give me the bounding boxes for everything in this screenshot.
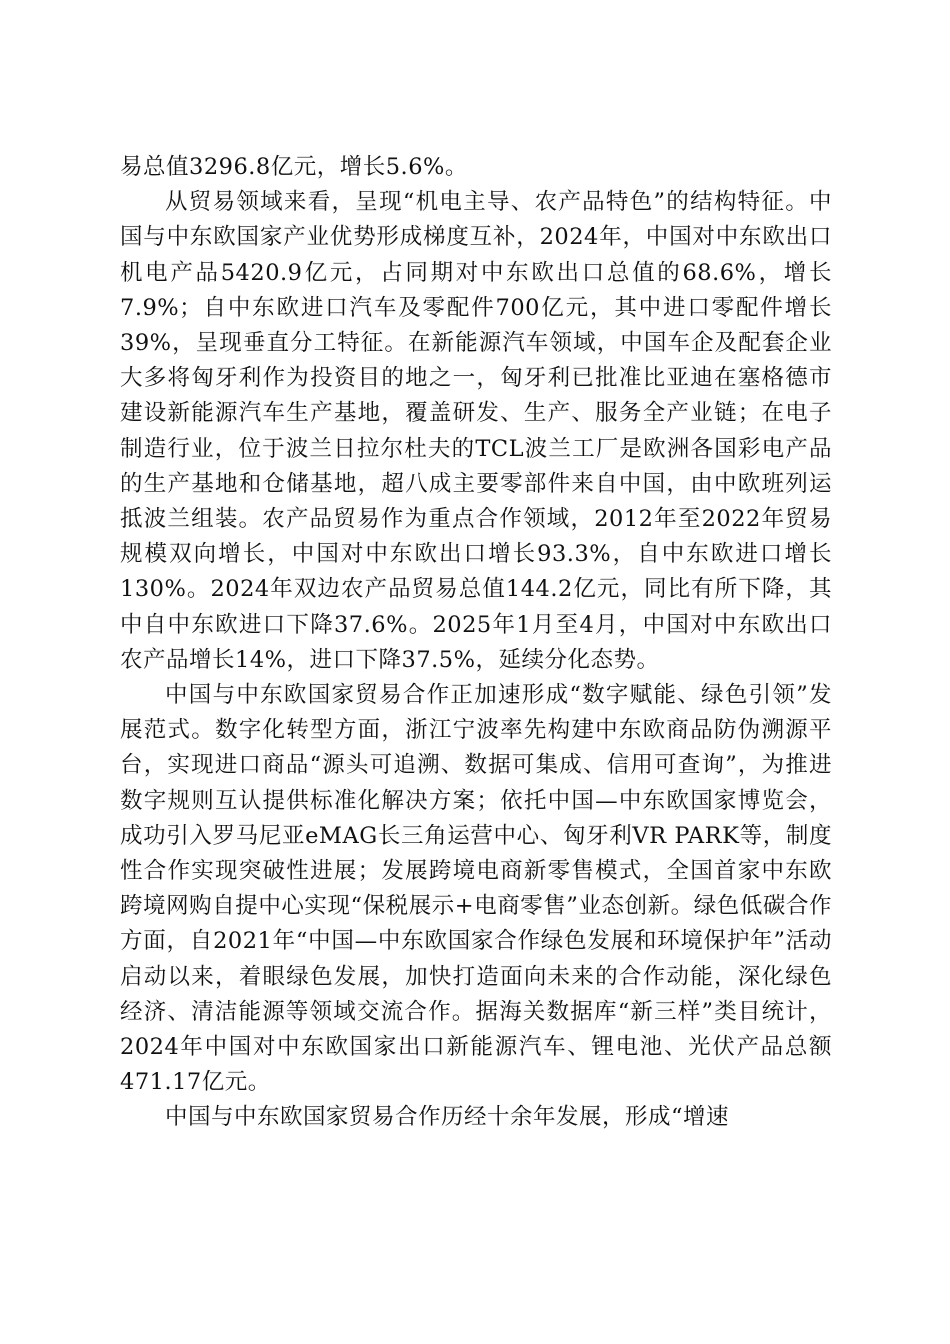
document-page bbox=[120, 150, 832, 1136]
paragraph-development: 中国与中东欧国家贸易合作历经十余年发展，形成“增速 bbox=[165, 1104, 730, 1131]
paragraph-continuation: 易总值3296.8亿元，增长5.6%。 bbox=[120, 154, 468, 180]
paragraph-trade-fields: 从贸易领域来看，呈现“机电主导、农产品特色”的结构特征。中国与中东欧国家产业优势形成梯度互补，2024年，中国对中东欧出口机电产品5420.9亿元，占同期对中东欧出口总值的68.6%，增长7.9%；自中东欧进口汽车及零配件700亿元，其中进口零配件增长39%，呈现垂直分工特征。在新能源汽车领域，中国车企及配套企业大多将匈牙利作为投资目的地之一，匈牙利已批准比亚迪在塞格德市建设新能源汽车生产基地，覆盖研发、生产、服务全产业链；在电子制造行业，位于波兰日拉尔杜夫的TCL波兰工厂是欧洲各国彩电产品的生产基地和仓储基地，超八成主要零部件来自中国，由中欧班列运抵波兰组装。农产品贸易作为重点合作领域，2012年至2022年贸易规模双向增长，中国对中东欧出口增长93.3%，自中东欧进口增长130%。2024年双边农产品贸易总值144.2亿元，同比有所下降，其中自中东欧进口下降37.6%。2025年1月至4月，中国对中东欧出口农产品增长14%，进口下降37.5%，延续分化态势。 bbox=[120, 189, 832, 673]
paragraph-digital-green: 中国与中东欧国家贸易合作正加速形成“数字赋能、绿色引领”发展范式。数字化转型方面，浙江宁波率先构建中东欧商品防伪溯源平台，实现进口商品“源头可追溯、数据可集成、信用可查询”，为推进数字规则互认提供标准化解决方案；依托中国—中东欧国家博览会，成功引入罗马尼亚eMAG长三角运营中心、匈牙利VR PARK等，制度性合作实现突破性进展；发展跨境电商新零售模式，全国首家中东欧跨境网购自提中心实现“保税展示+电商零售”业态创新。绿色低碳合作方面，自2021年“中国—中东欧国家合作绿色发展和环境保护年”活动启动以来，着眼绿色发展，加快打造面向未来的合作动能，深化绿色经济、清洁能源等领域交流合作。据海关数据库“新三样”类目统计，2024年中国对中东欧国家出口新能源汽车、锂电池、光伏产品总额471.17亿元。 bbox=[120, 682, 832, 1096]
